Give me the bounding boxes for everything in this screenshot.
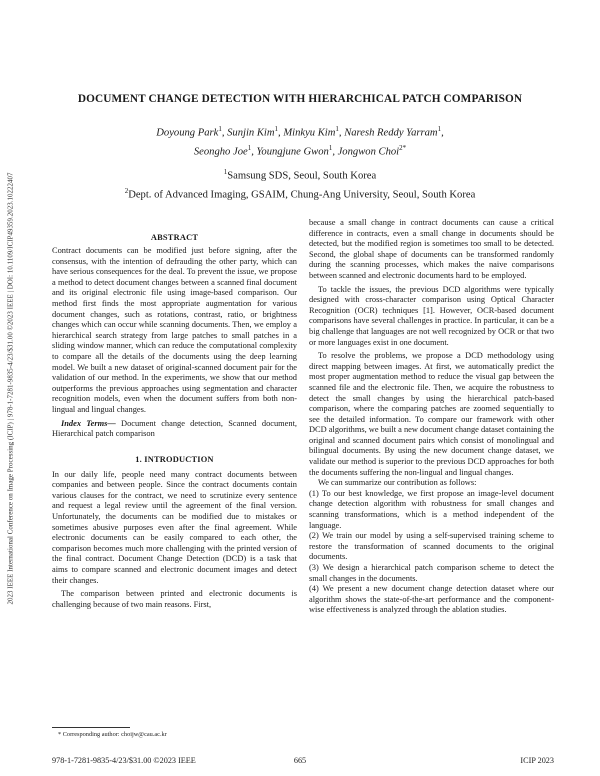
author-name: Jongwon Choi	[337, 146, 400, 158]
author-name: Seongho Joe	[193, 146, 248, 158]
right-column	[309, 218, 554, 616]
intro-paragraph-1: In our daily life, people need many contract documents between companies and between people. Since the contract documents contain various clauses for the contract, we need to scrutinize every sentence and request a legal review until the agreement of the final version. Unfortunately, the documents can be modified due to mistakes or sometimes abusive purposes even after the final agreement. While electronic documents can be easily compared to each other, the comparison becomes much more challenging with the printed version of the final contract. Document Change Detection (DCD) is a task that aims to compare scanned and electronic document images and detect their changes.	[52, 469, 297, 585]
abstract-heading: ABSTRACT	[150, 233, 199, 242]
abstract-text: Contract documents can be modified just before signing, after the consensus, with the intention of defrauding the other party, which can have serious consequences for the deal. To prevent the issue, we propose a method to detect document changes between a scanned final document and its original electronic file using image-based comparison. Our method first finds the most appropriate augmentation for various document changes, such as rotations, contrast, ratio, or brightness changes which can occur while scanning documents. Then, we employ a hierarchical search strategy from large patches to small patches in a sliding window manner, which can reduce the computational complexity to compare all the details of the documents using the deep learning model. We built a new dataset of original-scanned document pair for the validation of our method. In the experiments, we show that our method outperforms the previous approaches using segmentation and character recognition models, even when the document suffers from both non-lingual and lingual changes.	[52, 246, 297, 414]
footnote: * Corresponding author: choijw@cau.ac.kr	[58, 731, 167, 738]
page-number: 665	[293, 756, 307, 765]
author-sup: 1	[437, 125, 442, 133]
body-paragraph-2: To tackle the issues, the previous DCD algorithms were typically designed with cross-character comparison using Optical Character Recognition (OCR) techniques [1]. However, OCR-based document comparisons have several challenges in practice. In particular, it can be a big challenge that languages are not well recognized by OCR or that two or more languages exist in one document.	[309, 284, 554, 347]
author-sup: 1	[335, 125, 339, 133]
intro-paragraph-2: The comparison between printed and electronic documents is challenging because of two main reasons. First,	[52, 589, 297, 609]
paper-title: DOCUMENT CHANGE DETECTION WITH HIERARCHICAL PATCH COMPARISON	[77, 93, 523, 105]
contribution-4: (4) We present a new document change detection dataset where our algorithm shows the state-of-the-art performance and the component-wise effectiveness is analyzed through the ablation studies.	[309, 584, 554, 615]
affiliation-list	[60, 165, 540, 202]
author-list	[60, 122, 540, 159]
left-column	[52, 232, 297, 610]
body-paragraph-1: because a small change in contract documents can cause a critical difference in contracts, even a small change in documents should be detected, but the modified region is sometimes too small to be detected. Second, the global shape of documents can be transformed randomly during the scanning processes, which makes the naive comparisons between scanned and electronic documents hard to be employed.	[309, 218, 554, 280]
author-sup: 1	[328, 143, 333, 152]
index-terms	[52, 419, 297, 440]
body-paragraph-4: We can summarize our contribution as follows:	[318, 478, 477, 488]
side-identifier: 2023 IEEE International Conference on Image Processing (ICIP) | 978-1-7281-9835-4/23/$31.00 ©2023 IEEE | DOI: 10.1109/ICIP49359.2023.10222407	[7, 172, 15, 604]
author-name: Sunjin Kim	[227, 127, 275, 139]
author-name: Naresh Reddy Yarram	[344, 127, 438, 139]
author-sup: 1	[218, 125, 222, 133]
footer-copyright: 978-1-7281-9835-4/23/$31.00 ©2023 IEEE	[52, 756, 196, 765]
contribution-3: (3) We design a hierarchical patch comparison scheme to detect the small changes in the documents.	[309, 563, 554, 583]
footnote-rule	[52, 727, 130, 728]
author-sup: 1	[274, 125, 279, 133]
author-line-1: Doyoung Park$^1$, Sunjin Kim$^1$, Minkyu Kim$^1$, Naresh Reddy Yarram$^1$,	[156, 125, 444, 139]
author-name: Youngjune Gwon	[256, 146, 329, 158]
author-sup: 2*	[399, 143, 407, 152]
affiliation-1: $^1$Samsung SDS, Seoul, South Korea	[223, 168, 377, 182]
author-name: Minkyu Kim	[283, 127, 336, 139]
affiliation-2: $^2$Dept. of Advanced Imaging, GSAIM, Chung-Ang University, Seoul, South Korea	[124, 186, 476, 201]
index-terms-text: Document change detection, Scanned document, Hierarchical patch comparison	[52, 418, 298, 439]
contribution-1: (1) To our best knowledge, we first propose an image-level document change detection algorithm with robustness for small changes and scanning transformations, which is a method independent of the language.	[309, 488, 554, 530]
footer-conference: ICIP 2023	[520, 756, 554, 765]
side-identifier-strip	[0, 0, 22, 776]
index-terms-label: Index Terms—	[61, 418, 116, 428]
author-line-2: Seongho Joe$^1$, Youngjune Gwon$^1$, Jongwon Choi$^{2*}$	[193, 143, 407, 158]
author-name: Doyoung Park	[156, 127, 219, 139]
author-sup: 1	[247, 143, 252, 152]
contribution-2: (2) We train our model by using a self-supervised training scheme to restore the transformation of scanned documents to the original documents.	[309, 531, 554, 562]
body-paragraph-3: To resolve the problems, we propose a DCD methodology using direct mapping between images. At first, we automatically predict the most proper augmentation method to reduce the visual gap between the scanned file and the electronic file. Then, we acquire the robustness to detect the small changes by using the hierarchical patch-based comparison, where the comparing patches are zoomed sequentially to see the detailed information. To compare our framework with other DCD algorithms, we built a new document change dataset containing the original and scanned document pairs which consist of monolingual and bilingual documents. By using the new document change dataset, we validate our method is superior to the previous DCD approaches for both the documents suffering the non-lingual and lingual changes.	[309, 351, 554, 477]
introduction-heading: 1. INTRODUCTION	[135, 454, 214, 464]
